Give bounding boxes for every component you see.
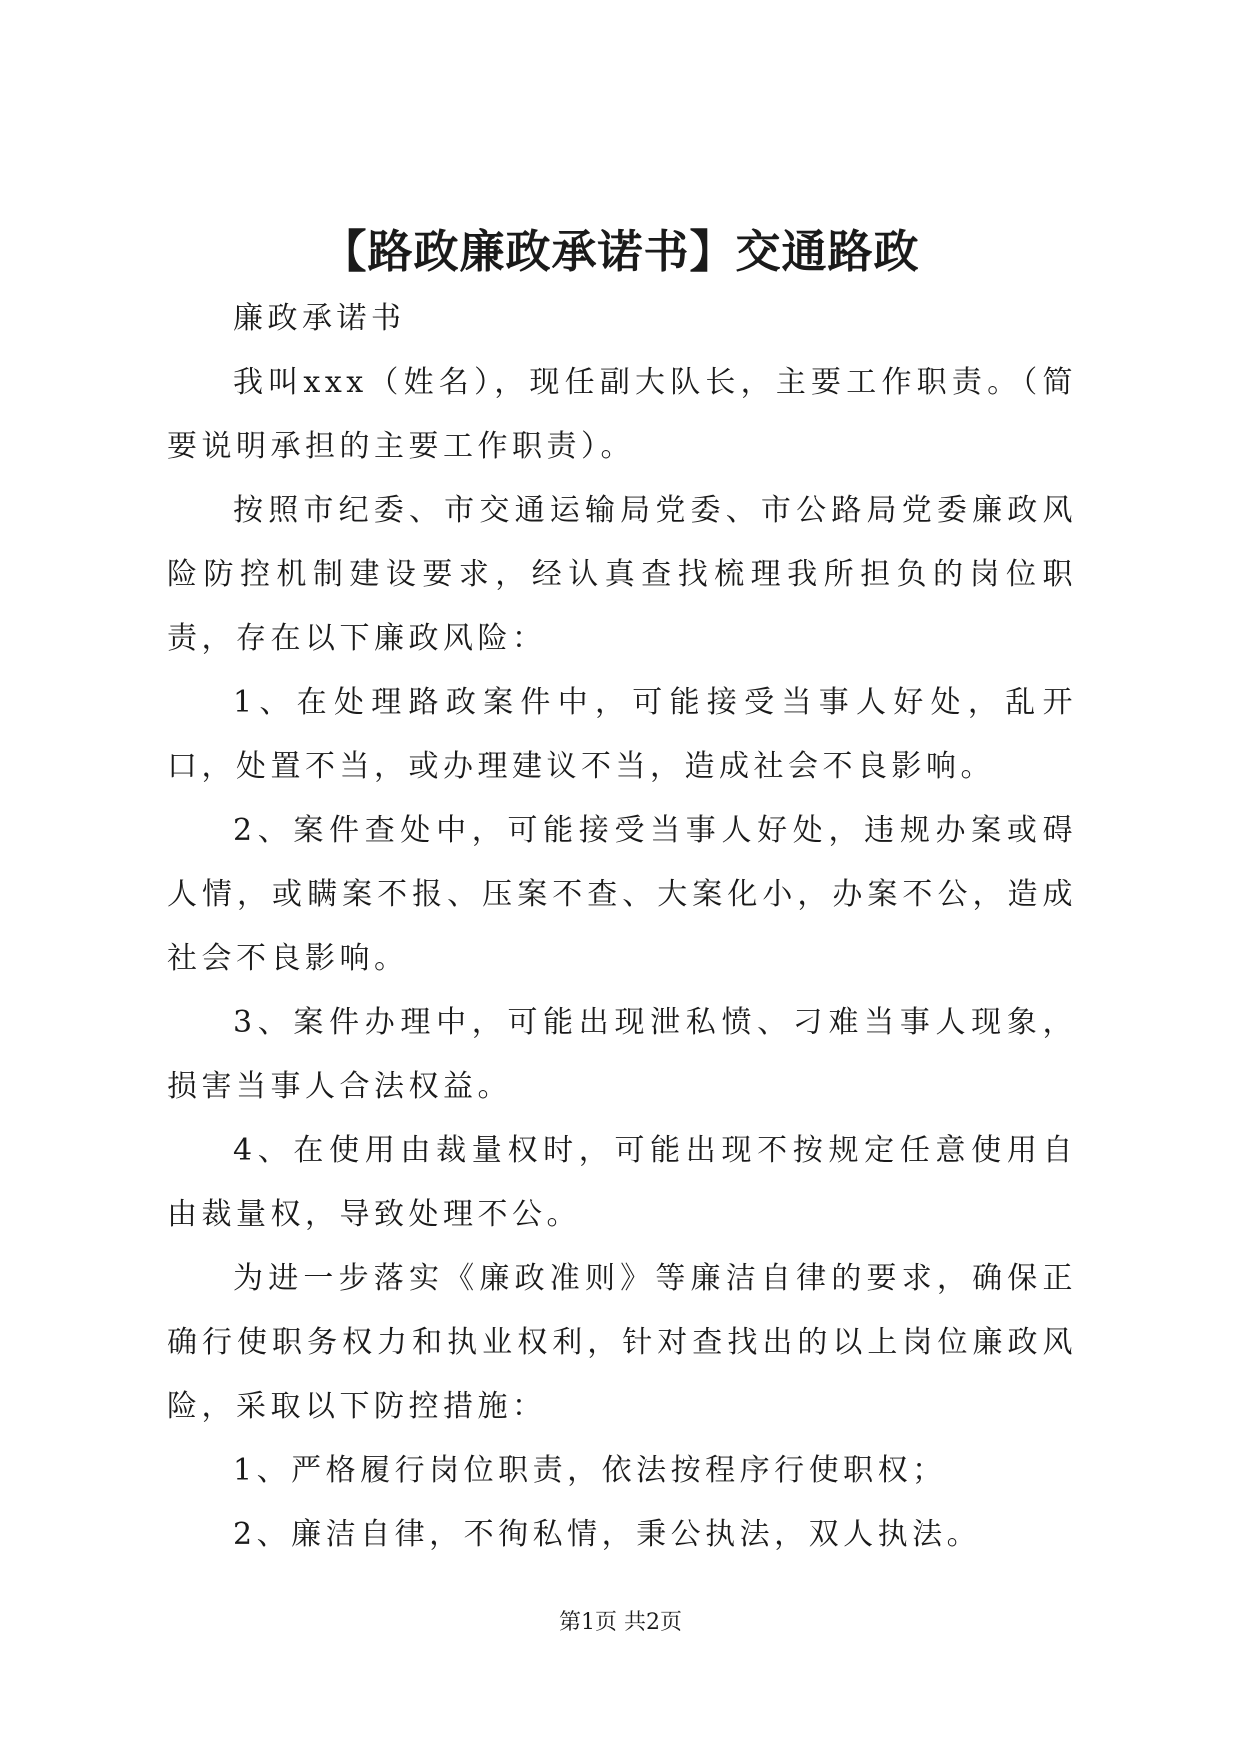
paragraph-measure-1: 1、严格履行岗位职责，依法按程序行使职权；	[233, 1453, 947, 1488]
paragraph-intro: 我叫xxx（姓名），现任副大队长，主要工作职责。（简要说明承担的主要工作职责）。	[167, 365, 1077, 464]
page-footer: 第1页 共2页	[559, 1610, 682, 1635]
paragraph-risk-4: 4、在使用由裁量权时，可能出现不按规定任意使用自由裁量权，导致处理不公。	[167, 1133, 1077, 1232]
paragraph-measures-intro: 为进一步落实《廉政准则》等廉洁自律的要求，确保正确行使职务权力和执业权利，针对查找出的以上岗位廉政风险，采取以下防控措施：	[167, 1261, 1077, 1424]
paragraph-risk-1: 1、在处理路政案件中，可能接受当事人好处，乱开口，处置不当，或办理建议不当，造成社会不良影响。	[167, 685, 1077, 784]
paragraph-risk-3: 3、案件办理中，可能出现泄私愤、刁难当事人现象，损害当事人合法权益。	[167, 1005, 1077, 1104]
paragraph-heading: 廉政承诺书	[233, 301, 406, 336]
paragraph-risk-intro: 按照市纪委、市交通运输局党委、市公路局党委廉政风险防控机制建设要求，经认真查找梳理我所担负的岗位职责，存在以下廉政风险：	[167, 493, 1077, 656]
document-body	[167, 287, 1077, 1567]
paragraph-measure-2: 2、廉洁自律，不徇私情，秉公执法，双人执法。	[233, 1517, 982, 1552]
paragraph-risk-2: 2、案件查处中，可能接受当事人好处，违规办案或碍人情，或瞒案不报、压案不查、大案化小，办案不公，造成社会不良影响。	[167, 813, 1077, 976]
document-title: 【路政廉政承诺书】交通路政	[321, 225, 920, 278]
